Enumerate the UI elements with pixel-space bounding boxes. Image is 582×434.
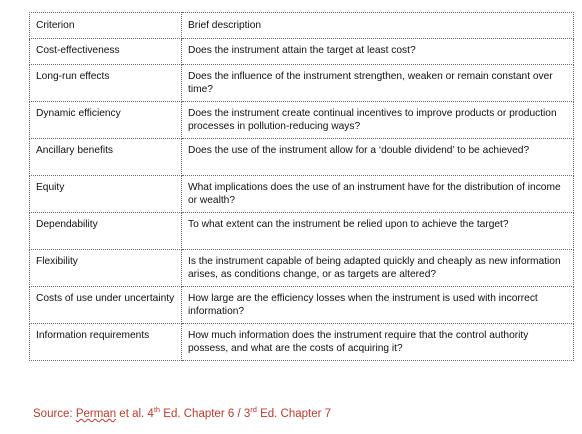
table-row	[30, 250, 574, 287]
table-row	[30, 213, 574, 250]
source-middle: et al. 4	[116, 408, 154, 420]
source-middle2: Ed. Chapter 6 / 3	[160, 408, 251, 420]
table-row	[30, 287, 574, 324]
description-cell: How large are the efficiency losses when the instrument is used with incorrect information?	[182, 287, 574, 324]
criteria-table	[29, 12, 574, 361]
criterion-cell: Cost-effectiveness	[30, 39, 182, 65]
criterion-cell: Information requirements	[30, 324, 182, 361]
table-row	[30, 176, 574, 213]
source-suffix: Ed. Chapter 7	[256, 408, 332, 420]
column-header-description: Brief description	[182, 13, 574, 39]
criterion-cell: Costs of use under uncertainty	[30, 287, 182, 324]
source-prefix: Source:	[33, 408, 76, 420]
criterion-cell: Dynamic efficiency	[30, 102, 182, 139]
description-cell: Does the instrument create continual incentives to improve products or production processes in pollution-reducing ways?	[182, 102, 574, 139]
source-author: Perman	[75, 408, 117, 420]
table-row	[30, 65, 574, 102]
criterion-cell: Flexibility	[30, 250, 182, 287]
description-cell: Does the instrument attain the target at least cost?	[182, 39, 574, 65]
source-superscript-th: th	[153, 405, 161, 415]
criterion-cell: Equity	[30, 176, 182, 213]
table-row	[30, 139, 574, 176]
criterion-cell: Long-run effects	[30, 65, 182, 102]
criterion-cell: Dependability	[30, 213, 182, 250]
source-citation	[33, 405, 332, 420]
description-cell: Is the instrument capable of being adapted quickly and cheaply as new information arises, as conditions change, or as targets are altered?	[182, 250, 574, 287]
column-header-criterion: Criterion	[30, 13, 182, 39]
description-cell: What implications does the use of an instrument have for the distribution of income or wealth?	[182, 176, 574, 213]
table-row	[30, 102, 574, 139]
description-cell: Does the influence of the instrument strengthen, weaken or remain constant over time?	[182, 65, 574, 102]
table-header-row	[30, 13, 574, 39]
criterion-cell: Ancillary benefits	[30, 139, 182, 176]
description-cell: Does the use of the instrument allow for a ‘double dividend’ to be achieved?	[182, 139, 574, 176]
description-cell: How much information does the instrument require that the control authority possess, and what are the costs of acquiring it?	[182, 324, 574, 361]
description-cell: To what extent can the instrument be relied upon to achieve the target?	[182, 213, 574, 250]
source-superscript-rd: rd	[250, 405, 257, 415]
table-row	[30, 324, 574, 361]
table-row	[30, 39, 574, 65]
